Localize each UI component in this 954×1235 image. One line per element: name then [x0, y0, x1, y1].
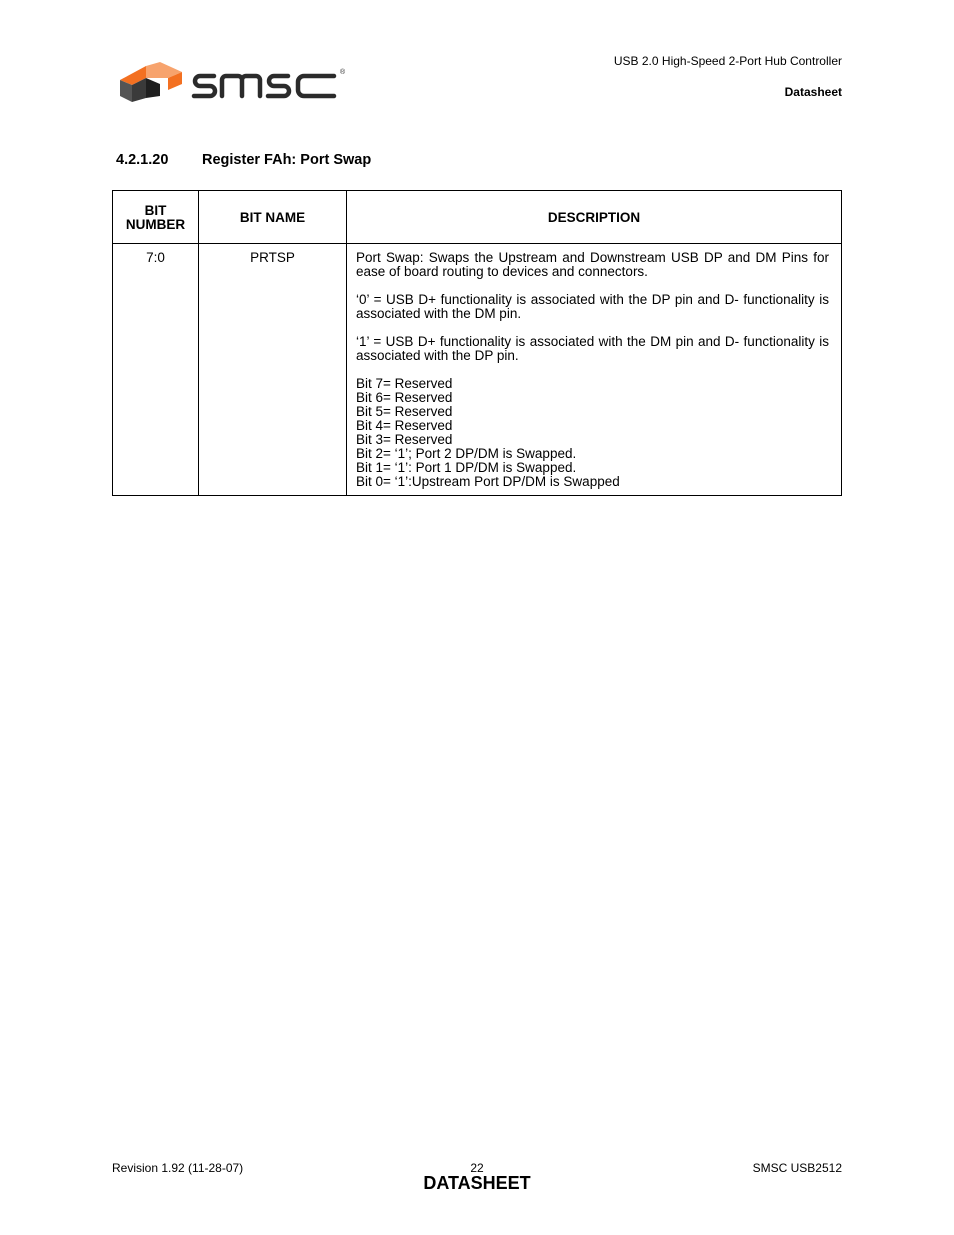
- bit-list-item: Bit 5= Reserved: [356, 404, 453, 419]
- footer-datasheet-mark: DATASHEET: [423, 1173, 531, 1193]
- bit-list-item: Bit 1= ‘1’: Port 1 DP/DM is Swapped.: [356, 460, 577, 475]
- register-table: [112, 190, 842, 496]
- footer-product: SMSC USB2512: [752, 1161, 842, 1175]
- table-header-row: [113, 191, 842, 244]
- smsc-logo: [116, 58, 352, 104]
- document-type: Datasheet: [784, 85, 842, 99]
- bit-list-item: Bit 0= ‘1’:Upstream Port DP/DM is Swapped: [356, 474, 620, 489]
- footer-page-number: 22: [470, 1161, 484, 1175]
- footer-revision: Revision 1.92 (11-28-07): [112, 1161, 244, 1175]
- description-paragraph: Port Swap: Swaps the Upstream and Downstream USB DP and DM Pins for ease of board routing to devices and connectors.: [356, 250, 829, 279]
- document-title: USB 2.0 High-Speed 2-Port Hub Controller: [613, 54, 842, 68]
- cell-description: [347, 244, 842, 496]
- smsc-cube-icon: [120, 62, 182, 102]
- bit-list-item: Bit 7= Reserved: [356, 376, 453, 391]
- description-paragraph: ‘1’ = USB D+ functionality is associated with the DM pin and D- functionality is associated with the DP pin.: [356, 334, 829, 363]
- cell-bit-name: PRTSP: [199, 244, 347, 496]
- bit-list-item: Bit 6= Reserved: [356, 390, 453, 405]
- header-bit-number: BIT NUMBER: [113, 191, 199, 244]
- section-number: 4.2.1.20: [116, 152, 169, 168]
- table-row: [113, 244, 842, 496]
- description-paragraph: ‘0’ = USB D+ functionality is associated with the DP pin and D- functionality is associated with the DM pin.: [356, 292, 829, 321]
- bit-list-item: Bit 3= Reserved: [356, 432, 453, 447]
- cell-bit-number: 7:0: [113, 244, 199, 496]
- svg-text:®: ®: [340, 69, 346, 76]
- bit-list-item: Bit 2= ‘1’; Port 2 DP/DM is Swapped.: [356, 446, 577, 461]
- section-heading: [116, 152, 371, 168]
- section-title: Register FAh: Port Swap: [202, 152, 372, 168]
- bit-list: [356, 377, 829, 489]
- smsc-wordmark: [194, 76, 334, 96]
- header-description: DESCRIPTION: [347, 191, 842, 244]
- bit-list-item: Bit 4= Reserved: [356, 418, 453, 433]
- header-bit-name: BIT NAME: [199, 191, 347, 244]
